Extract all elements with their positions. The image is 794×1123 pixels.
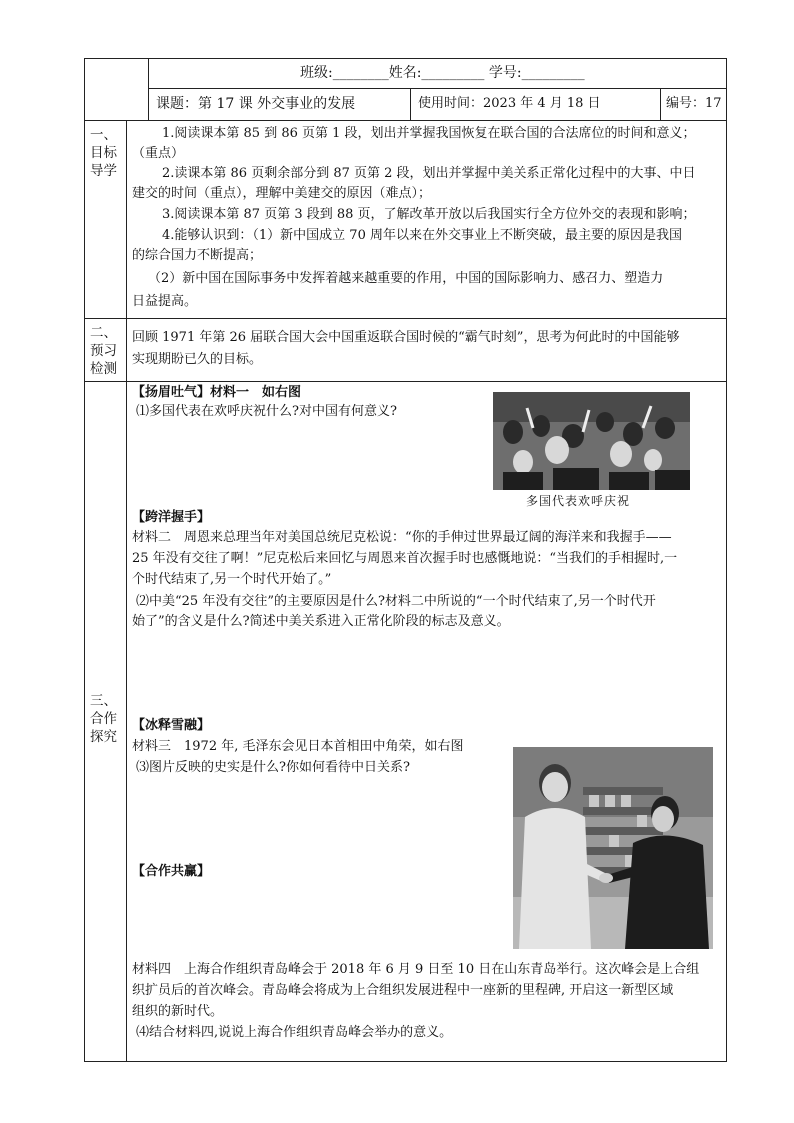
- section-label-explore: [90, 692, 117, 746]
- goals-label-1: 一、: [90, 127, 117, 143]
- material-1-title: 【扬眉吐气】材料一 如右图: [132, 385, 302, 400]
- explore-label-1: 三、: [90, 693, 117, 709]
- goal-line-9: 日益提高。: [132, 294, 198, 309]
- goal-line-8: （2）新中国在国际事务中发挥着越来越重要的作用，中国的国际影响力、感召力、塑造力: [148, 271, 664, 286]
- material-2-line-3: 个时代结束了,另一个时代开始了。”: [132, 572, 332, 587]
- usage-time: 使用时间：2023 年 4 月 18 日: [418, 96, 601, 111]
- preview-line-2: 实现期盼已久的目标。: [132, 352, 263, 367]
- section-label-goals: [90, 126, 117, 180]
- preview-label-2: 预习: [90, 343, 117, 359]
- photo-1-caption: 多国代表欢呼庆祝: [526, 494, 631, 508]
- explore-label-2: 合作: [90, 711, 117, 727]
- goals-label-2: 目标: [90, 145, 117, 161]
- goals-label-3: 导学: [90, 163, 117, 179]
- handshake-image: [513, 747, 713, 949]
- student-info-line: 班级:________姓名:_________ 学号:_________: [300, 65, 585, 81]
- material-2-title: 【跨洋握手】: [132, 510, 211, 525]
- material-4-title: 【合作共赢】: [132, 864, 211, 879]
- header-inner-left: [148, 58, 149, 120]
- material-3-title: 【冰释雪融】: [132, 718, 211, 733]
- material-2-question-1: ⑵中美“25 年没有交往”的主要原因是什么?材料二中所说的“一个时代结束了,另一个时代开: [136, 594, 656, 609]
- header-divider: [148, 88, 726, 89]
- material-4-line-2: 织扩员后的首次峰会。青岛峰会将成为上合组织发展进程中一座新的里程碑, 开启这一新型区域: [132, 983, 674, 998]
- table-border-left: [84, 58, 85, 1062]
- goal-line-4: 建交的时间（重点），理解中美建交的原因（难点）；: [132, 186, 432, 201]
- material-3-line: 材料三 1972 年, 毛泽东会见日本首相田中角荣，如右图: [132, 739, 464, 754]
- header-col-1: [410, 88, 411, 120]
- lesson-topic: 课题：第 17 课 外交事业的发展: [156, 96, 356, 112]
- preview-label-1: 二、: [90, 325, 117, 341]
- goal-line-1: 1.阅读课本第 85 到 86 页第 1 段，划出并掌握我国恢复在联合国的合法席位的时间和意义；: [162, 126, 696, 141]
- goal-line-6: 4.能够认识到：（1）新中国成立 70 周年以来在外交事业上不断突破，最主要的原因是我国: [162, 228, 682, 243]
- material-4-question: ⑷结合材料四,说说上海合作组织青岛峰会举办的意义。: [136, 1025, 453, 1040]
- delegates-cheering-photo: [493, 392, 690, 490]
- header-col-2: [660, 88, 661, 120]
- table-border-right: [726, 58, 727, 1062]
- goal-line-2: （重点）: [132, 146, 185, 161]
- material-4-line-3: 组织的新时代。: [132, 1004, 224, 1019]
- preview-line-1: 回顾 1971 年第 26 届联合国大会中国重返联合国时候的“霸气时刻”，思考为何此时的中国能够: [132, 330, 680, 345]
- material-4-line-1: 材料四 上海合作组织青岛峰会于 2018 年 6 月 9 日至 10 日在山东青岛举行。这次峰会是上合组: [132, 962, 700, 977]
- row-sep-3: [84, 381, 727, 382]
- table-border-bottom: [84, 1061, 727, 1062]
- delegates-cheering-image: [493, 392, 690, 490]
- row-sep-2: [84, 318, 727, 319]
- material-3-question: ⑶图片反映的史实是什么?你如何看待中日关系?: [136, 760, 410, 775]
- row-sep-1: [84, 120, 727, 121]
- table-border-top: [84, 58, 727, 59]
- goal-line-7: 的综合国力不断提高；: [132, 248, 263, 263]
- worksheet-number: 编号：17: [666, 96, 722, 111]
- material-2-line-2: 25 年没有交往了啊！”尼克松后来回忆与周恩来首次握手时也感慨地说：“当我们的手相握时,一: [132, 551, 678, 566]
- material-1-question: ⑴多国代表在欢呼庆祝什么?对中国有何意义?: [136, 404, 397, 419]
- preview-label-3: 检测: [90, 361, 117, 377]
- goal-line-3: 2.读课本第 86 页剩余部分到 87 页第 2 段，划出并掌握中美关系正常化过程中的大事、中日: [162, 166, 696, 181]
- handshake-photo: [513, 747, 713, 949]
- section-label-preview: [90, 324, 117, 378]
- explore-label-3: 探究: [90, 729, 117, 745]
- material-2-line-1: 材料二 周恩来总理当年对美国总统尼克松说：“你的手伸过世界最辽阔的海洋来和我握手——: [132, 530, 672, 545]
- goal-line-5: 3.阅读课本第 87 页第 3 段到 88 页，了解改革开放以后我国实行全方位外交的表现和影响；: [162, 207, 696, 222]
- material-2-question-2: 始了”的含义是什么?简述中美关系进入正常化阶段的标志及意义。: [132, 614, 510, 629]
- label-column-line: [126, 120, 127, 1062]
